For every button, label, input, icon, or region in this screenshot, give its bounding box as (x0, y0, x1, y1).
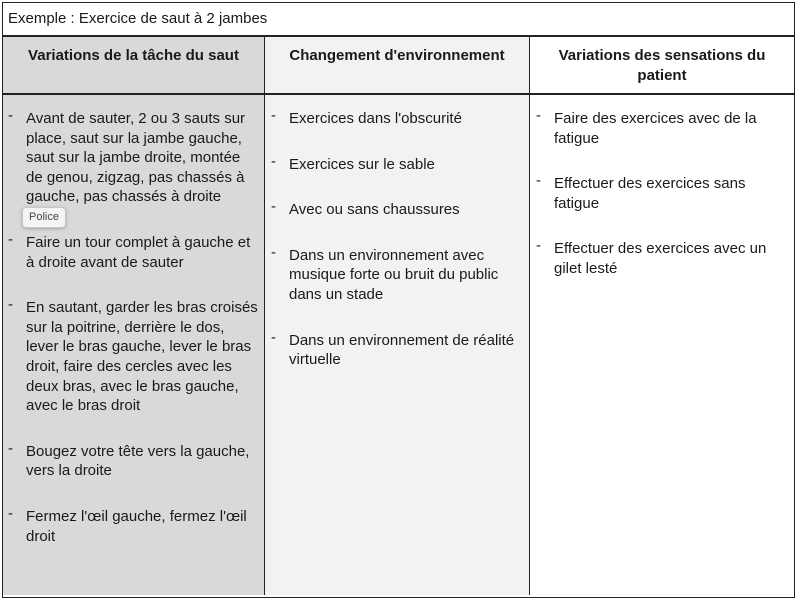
list-item-text: Effectuer des exercices sans fatigue (554, 175, 746, 212)
header-sensation-variations[interactable]: Variations des sensations du patient (530, 37, 794, 93)
list-item[interactable] (530, 109, 794, 148)
list-item[interactable] (265, 328, 529, 370)
list-item-text: Fermez l'œil gauche, fermez l'œil droit (26, 507, 247, 545)
table-body-row (3, 95, 794, 595)
list-item-text: Exercices dans l'obscurité (289, 110, 462, 127)
list-item[interactable] (3, 439, 264, 481)
list-item[interactable] (530, 174, 794, 213)
list-item[interactable] (265, 152, 529, 175)
list-item-text: Avant de sauter, 2 ou 3 sauts sur place, saut sur la jambe gauche, saut sur la jambe droite, montée de genou, zigzag, pas chassés à gauche, pas chassés à droite (26, 110, 246, 206)
sensation-variations-cell[interactable] (530, 95, 794, 595)
header-environment-change[interactable]: Changement d'environnement (265, 37, 530, 93)
task-variations-cell[interactable] (3, 95, 265, 595)
header-task-variations[interactable]: Variations de la tâche du saut (3, 37, 265, 93)
bullet-dash: - (536, 107, 541, 124)
list-item[interactable] (265, 109, 529, 129)
list-item-text: Dans un environnement de réalité virtuelle (289, 331, 515, 369)
bullet-dash: - (271, 328, 276, 346)
table-header-row (3, 37, 794, 95)
list-item[interactable] (3, 230, 264, 272)
list-item-text: Dans un environnement avec musique forte ou bruit du public dans un stade (289, 246, 499, 303)
list-item-text: En sautant, garder les bras croisés sur la poitrine, derrière le dos, lever le bras gauche, lever le bras droit, faire des cercles avec les deux bras, avec le bras gauche, avec le bras droit (26, 299, 258, 415)
bullet-dash: - (8, 107, 13, 124)
task-variations-list (3, 109, 264, 546)
list-item[interactable] (265, 200, 529, 220)
bullet-dash: - (271, 243, 276, 261)
list-item[interactable] (3, 504, 264, 546)
sensation-variations-list (530, 109, 794, 279)
bullet-dash: - (271, 107, 276, 124)
bullet-dash: - (271, 198, 276, 216)
list-item-text: Avec ou sans chaussures (289, 201, 460, 219)
font-tooltip: Police (22, 207, 66, 228)
bullet-dash: - (8, 439, 13, 457)
environment-change-cell[interactable] (265, 95, 530, 595)
table-caption: Exemple : Exercice de saut à 2 jambes (3, 3, 794, 37)
exercise-table (2, 2, 795, 598)
bullet-dash: - (271, 152, 276, 170)
bullet-dash: - (536, 172, 541, 190)
list-item-text: Effectuer des exercices avec un gilet lesté (554, 240, 767, 277)
list-item-text: Faire des exercices avec de la fatigue (554, 110, 757, 147)
list-item[interactable] (3, 109, 264, 207)
list-item-text: Bougez votre tête vers la gauche, vers la droite (26, 442, 250, 480)
list-item-text: Exercices sur le sable (289, 155, 435, 173)
bullet-dash: - (8, 230, 13, 248)
bullet-dash: - (8, 296, 13, 314)
environment-change-list (265, 109, 529, 370)
list-item-text: Faire un tour complet à gauche et à droite avant de sauter (26, 233, 251, 271)
list-item[interactable] (3, 298, 264, 416)
bullet-dash: - (536, 237, 541, 255)
list-item[interactable] (265, 243, 529, 305)
list-item[interactable] (530, 239, 794, 278)
bullet-dash: - (8, 504, 13, 522)
